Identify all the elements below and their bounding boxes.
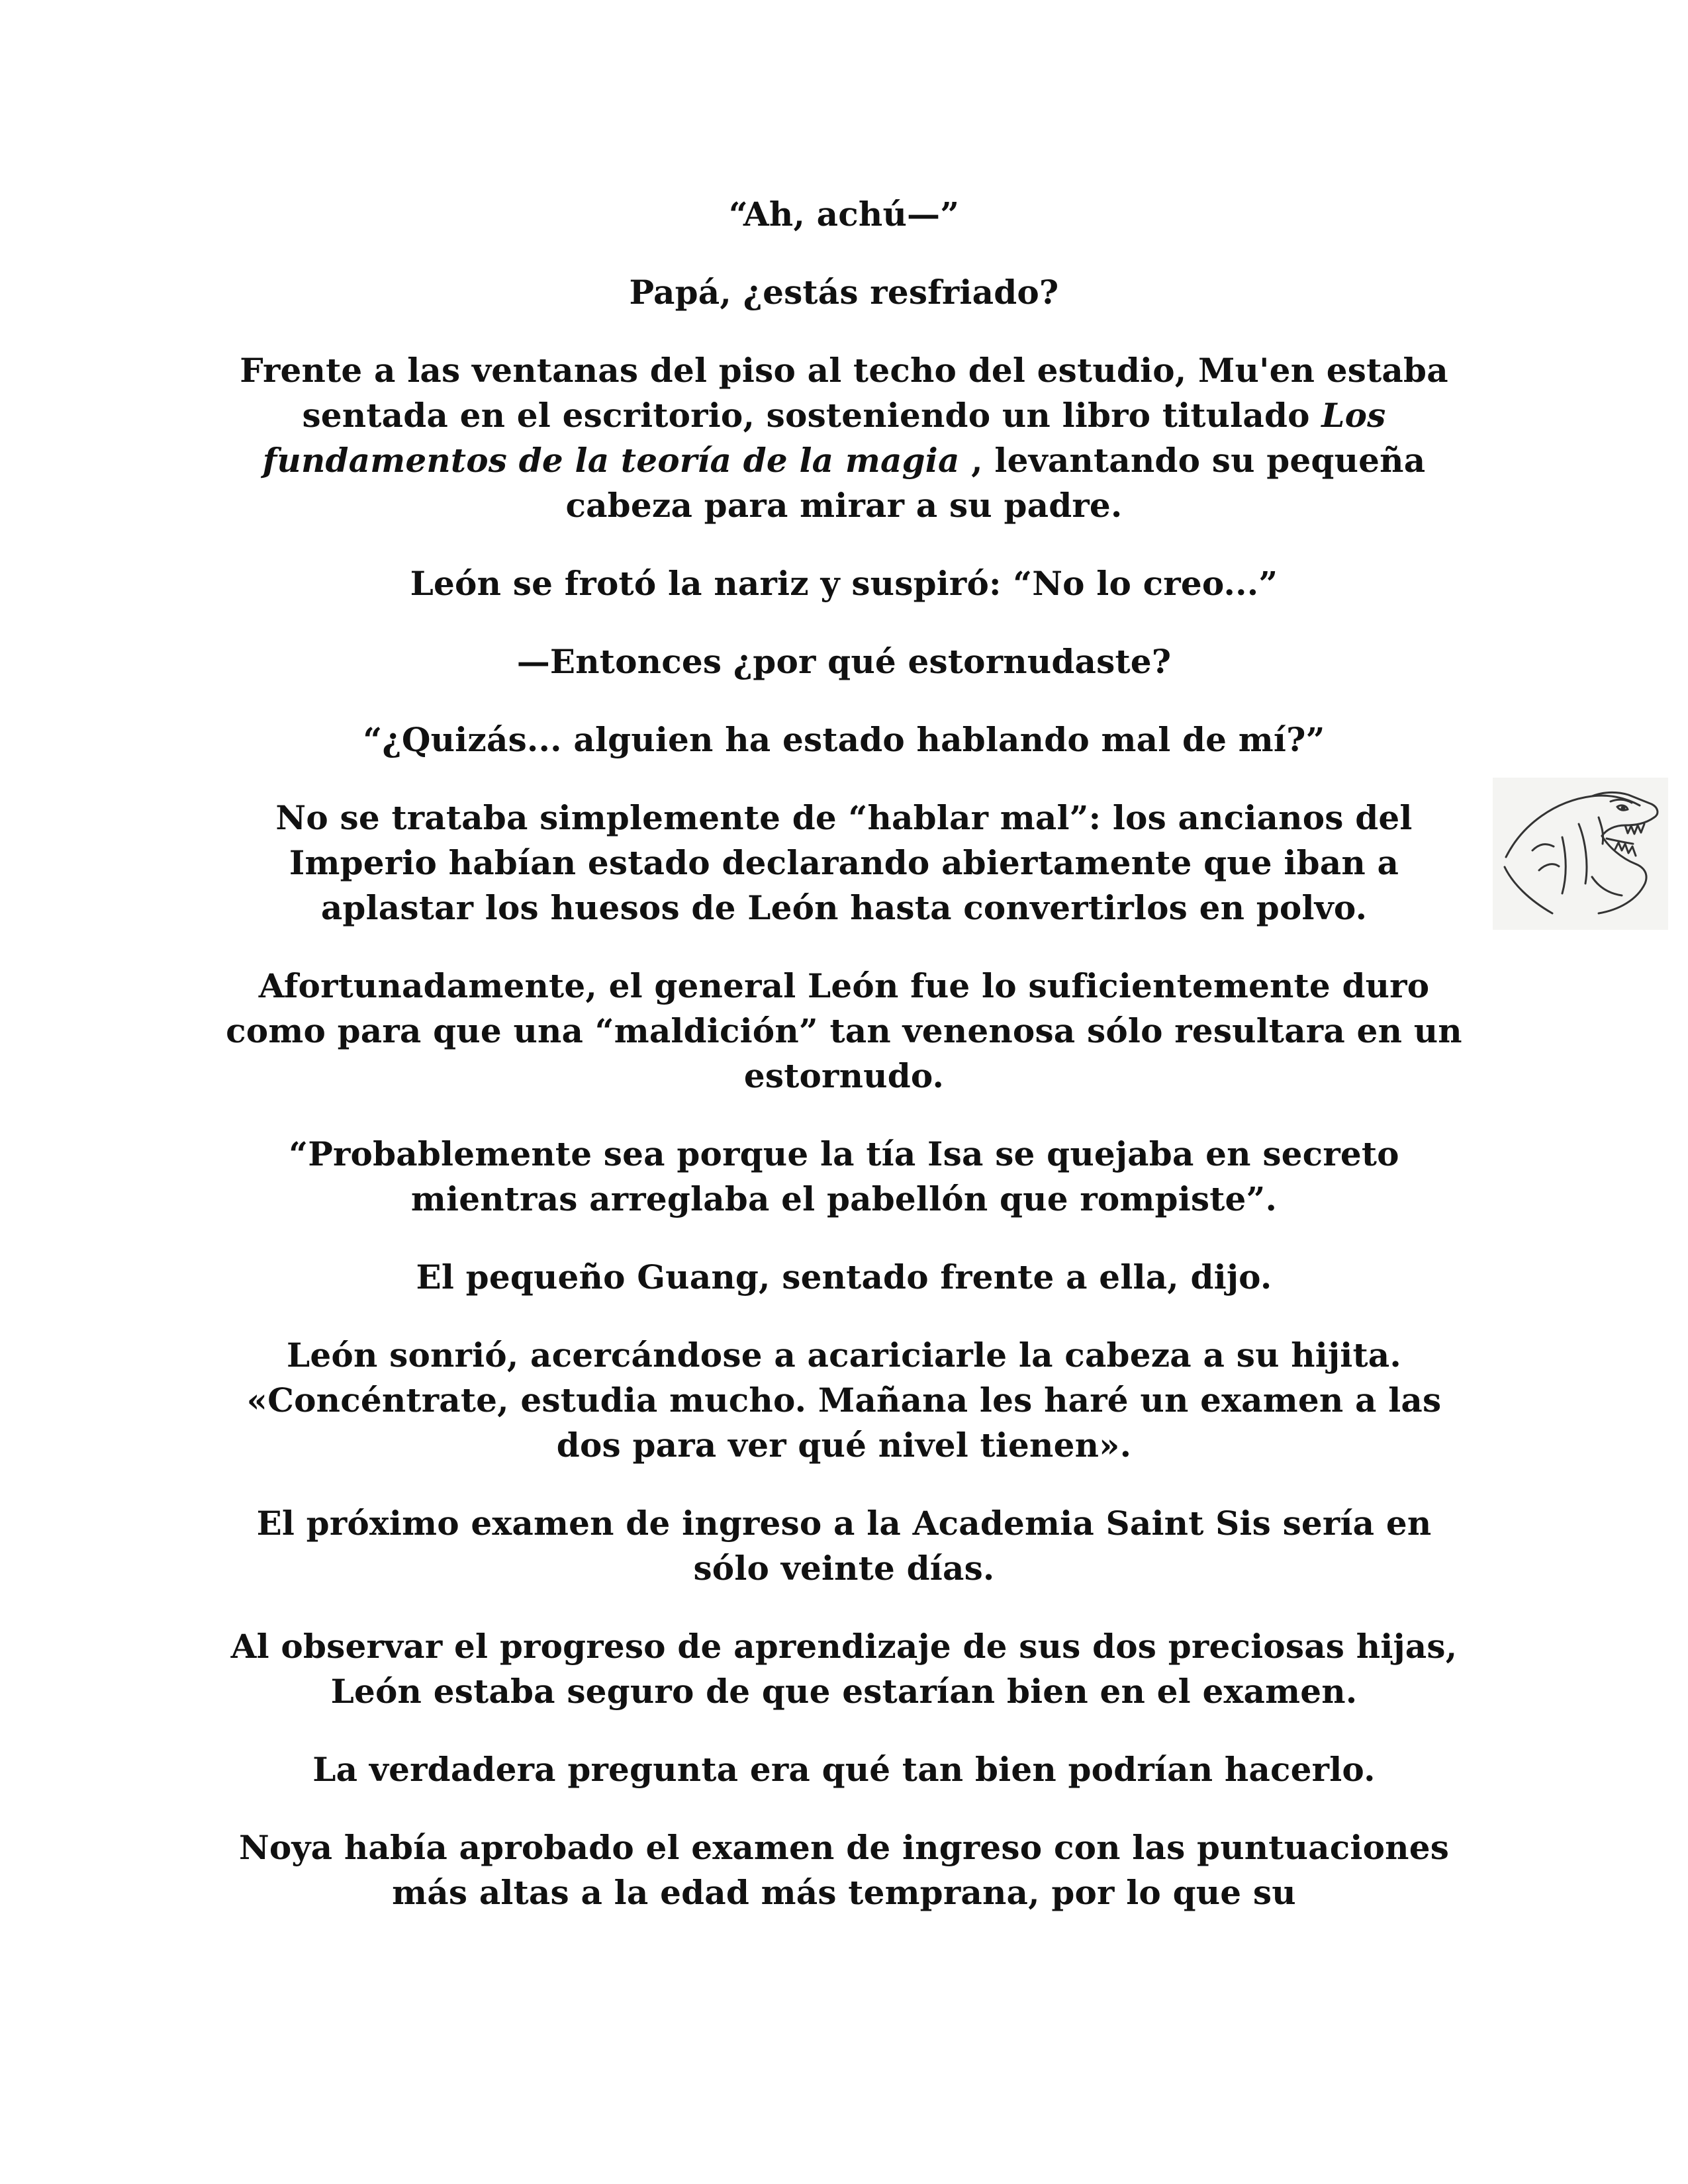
paragraph-9: “Probablemente sea porque la tía Isa se quejaba en secreto mientras arreglaba el pabellón que rompiste”. xyxy=(289,1134,1399,1218)
paragraph-1: “Ah, achú—” xyxy=(728,195,960,234)
paragraph-4: León se frotó la nariz y suspiró: “No lo creo...” xyxy=(410,564,1278,603)
paragraph-3 xyxy=(218,348,1470,528)
paragraph-11: León sonrió, acercándose a acariciarle la cabeza a su hijita. «Concéntrate, estudia mucho. Mañana les haré un examen a las dos para ver qué nivel tienen». xyxy=(246,1336,1442,1465)
paragraph-7: No se trataba simplemente de “hablar mal”: los ancianos del Imperio habían estado declarando abiertamente que iban a aplastar los huesos de León hasta convertirlos en polvo. xyxy=(275,798,1413,927)
paragraph-3-lead: Frente a las ventanas del piso al techo del estudio, Mu'en estaba sentada en el escritorio, sosteniendo un libro titulado xyxy=(240,351,1448,435)
paragraph-15: Noya había aprobado el examen de ingreso con las puntuaciones más altas a la edad más temprana, por lo que su xyxy=(238,1828,1450,1912)
paragraph-3-tail: , levantando su pequeña cabeza para mirar a su padre. xyxy=(565,441,1426,525)
book-title: Los fundamentos de la teoría de la magia xyxy=(262,396,1386,480)
paragraph-8: Afortunadamente, el general León fue lo suficientemente duro como para que una “maldición” tan venenosa sólo resultara en un estornudo. xyxy=(226,966,1462,1095)
paragraph-14: La verdadera pregunta era qué tan bien podrían hacerlo. xyxy=(312,1750,1376,1789)
paragraph-10: El pequeño Guang, sentado frente a ella, dijo. xyxy=(416,1257,1272,1297)
paragraph-6: “¿Quizás... alguien ha estado hablando mal de mí?” xyxy=(363,720,1325,759)
dinosaur-head-icon xyxy=(1493,778,1668,930)
paragraph-2: Papá, ¿estás resfriado? xyxy=(629,273,1059,312)
paragraph-13: Al observar el progreso de aprendizaje de sus dos preciosas hijas, León estaba seguro de que estarían bien en el examen. xyxy=(230,1627,1458,1711)
paragraph-5: —Entonces ¿por qué estornudaste? xyxy=(516,642,1172,681)
paragraph-12: El próximo examen de ingreso a la Academia Saint Sis sería en sólo veinte días. xyxy=(256,1504,1432,1588)
document-page xyxy=(218,192,1470,1948)
